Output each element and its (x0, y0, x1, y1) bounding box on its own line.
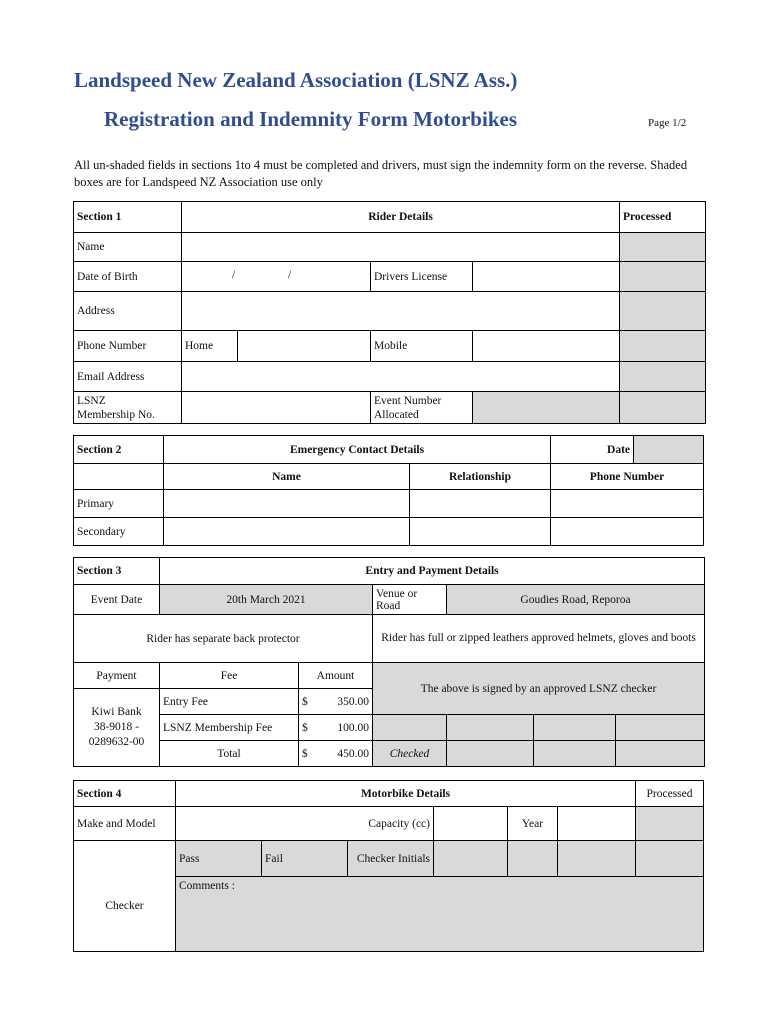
home-phone-field[interactable] (238, 331, 371, 362)
col-relationship: Relationship (410, 464, 551, 490)
membership-fee-amount (299, 715, 373, 741)
phone-number-label: Phone Number (74, 331, 182, 362)
section3-label: Section 3 (74, 558, 160, 585)
event-number-field (473, 392, 620, 424)
section2-label: Section 2 (74, 436, 164, 464)
primary-phone-field[interactable] (551, 490, 704, 518)
checker-initials-box (434, 841, 508, 877)
bank-account (74, 689, 160, 767)
checked-box-4 (616, 741, 705, 767)
email-field[interactable] (182, 362, 620, 392)
drivers-license-field[interactable] (473, 262, 620, 292)
checker-box-4 (636, 841, 704, 877)
payment-label: Payment (74, 663, 160, 689)
address-processed-box (620, 292, 706, 331)
year-label: Year (508, 807, 558, 841)
mobile-phone-field[interactable] (473, 331, 620, 362)
membership-label-line1: LSNZ (77, 394, 106, 407)
check-box-1 (373, 715, 447, 741)
membership-label-line2: Membership No. (77, 408, 155, 421)
total-value: 450.00 (337, 747, 369, 760)
event-number-label-line2: Allocated (374, 408, 419, 421)
entry-fee-label: Entry Fee (160, 689, 299, 715)
entry-fee-value: 350.00 (337, 695, 369, 708)
event-number-label (371, 392, 473, 424)
membership-fee-label: LSNZ Membership Fee (160, 715, 299, 741)
capacity-label: Capacity (cc) (176, 807, 434, 841)
total-label: Total (160, 741, 299, 767)
membership-processed-box (620, 392, 706, 424)
bank-account-part1: 38-9018 - (93, 721, 140, 733)
dob-field[interactable] (182, 262, 371, 292)
total-currency: $ (302, 747, 308, 760)
secondary-label: Secondary (74, 518, 164, 546)
email-processed-box (620, 362, 706, 392)
capacity-field[interactable] (434, 807, 508, 841)
name-field[interactable] (182, 233, 620, 262)
primary-name-field[interactable] (164, 490, 410, 518)
entry-fee-currency: $ (302, 695, 308, 708)
col-name: Name (164, 464, 410, 490)
form-title: Registration and Indemnity Form Motorbikes (104, 107, 517, 131)
email-label: Email Address (74, 362, 182, 392)
section2-heading: Emergency Contact Details (164, 436, 551, 464)
dob-slash-1: / (232, 269, 236, 281)
secondary-name-field[interactable] (164, 518, 410, 546)
checker-box-2 (508, 841, 558, 877)
home-label: Home (182, 331, 238, 362)
intro-text: All un-shaded fields in sections 1to 4 must be completed and drivers, must sign the indemnity form on the reverse. Shaded boxes are for Landspeed NZ Association use only (74, 158, 688, 189)
page-number: Page 1/2 (648, 117, 687, 129)
name-processed-box (620, 233, 706, 262)
checked-label: Checked (373, 741, 447, 767)
secondary-phone-field[interactable] (551, 518, 704, 546)
primary-label: Primary (74, 490, 164, 518)
checked-box-2 (447, 741, 534, 767)
event-date-label: Event Date (74, 585, 160, 615)
drivers-license-label: Drivers License (371, 262, 473, 292)
make-model-processed-box (636, 807, 704, 841)
org-title: Landspeed New Zealand Association (LSNZ Ass.) (74, 68, 518, 92)
fail-label: Fail (262, 841, 348, 877)
checker-label: Checker (74, 841, 176, 952)
event-date-value: 20th March 2021 (160, 585, 373, 615)
entry-fee-amount (299, 689, 373, 715)
dob-slash-2: / (288, 269, 292, 281)
section1-rider-details (73, 201, 706, 424)
section1-heading: Rider Details (182, 202, 620, 233)
signed-by-checker: The above is signed by an approved LSNZ checker (373, 663, 705, 715)
section3-heading: Entry and Payment Details (160, 558, 705, 585)
mobile-label: Mobile (371, 331, 473, 362)
check-box-2 (447, 715, 534, 741)
back-protector-label: Rider has separate back protector (74, 615, 373, 663)
address-label: Address (74, 292, 182, 331)
bank-name: Kiwi Bank (91, 706, 142, 718)
section2-emergency-contact (73, 435, 704, 546)
section1-processed: Processed (620, 202, 706, 233)
secondary-relationship-field[interactable] (410, 518, 551, 546)
contact-corner (74, 464, 164, 490)
check-box-4 (616, 715, 705, 741)
year-field[interactable] (558, 807, 636, 841)
make-model-label: Make and Model (74, 807, 176, 841)
amount-label: Amount (299, 663, 373, 689)
section4-processed: Processed (636, 781, 704, 807)
date-label: Date (551, 436, 634, 464)
membership-field[interactable] (182, 392, 371, 424)
col-phone-number: Phone Number (551, 464, 704, 490)
section3-entry-payment (73, 557, 705, 767)
checker-box-3 (558, 841, 636, 877)
section4-label: Section 4 (74, 781, 176, 807)
membership-fee-currency: $ (302, 721, 308, 734)
comments-box: Comments : (176, 877, 704, 952)
primary-relationship-field[interactable] (410, 490, 551, 518)
membership-label (74, 392, 182, 424)
name-label: Name (74, 233, 182, 262)
bank-account-part2: 0289632-00 (88, 736, 145, 748)
leathers-label: Rider has full or zipped leathers approved helmets, gloves and boots (373, 615, 705, 663)
event-number-label-line1: Event Number (374, 394, 442, 407)
check-box-3 (534, 715, 616, 741)
address-field[interactable] (182, 292, 620, 331)
date-box (634, 436, 704, 464)
section4-heading: Motorbike Details (176, 781, 636, 807)
pass-label: Pass (176, 841, 262, 877)
membership-fee-value: 100.00 (337, 721, 369, 734)
phone-processed-box (620, 331, 706, 362)
dob-label: Date of Birth (74, 262, 182, 292)
dob-processed-box (620, 262, 706, 292)
section1-label: Section 1 (74, 202, 182, 233)
section4-motorbike-details (73, 780, 704, 952)
venue-value: Goudies Road, Reporoa (447, 585, 705, 615)
checker-initials-label: Checker Initials (348, 841, 434, 877)
fee-label: Fee (160, 663, 299, 689)
venue-label: Venue or Road (373, 585, 447, 615)
total-amount (299, 741, 373, 767)
checked-box-3 (534, 741, 616, 767)
